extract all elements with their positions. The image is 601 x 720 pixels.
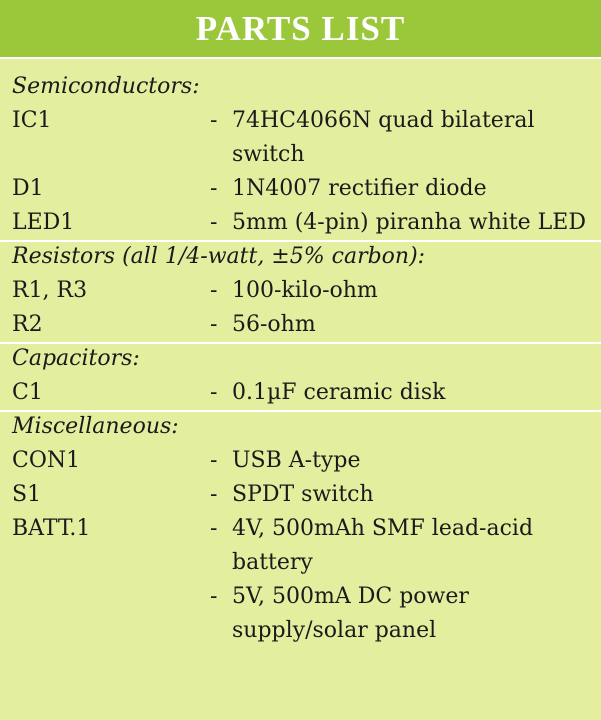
section-heading: Capacitors: [12,346,140,371]
dash-separator: - [210,380,218,405]
section-semiconductors [12,70,597,240]
list-item [12,444,597,478]
list-item [12,172,597,206]
section-heading: Semiconductors: [12,74,200,99]
part-description: USB A-type [232,448,361,473]
part-ref: S1 [12,482,42,507]
part-ref: D1 [12,176,44,201]
list-item [12,512,597,580]
part-description: 5V, 500mA DC power supply/solar panel [232,584,469,643]
section-resistors [12,240,597,342]
part-ref: R2 [12,312,43,337]
dash-separator: - [210,448,218,473]
part-description: SPDT switch [232,482,374,507]
part-description: 0.1µF ceramic disk [232,380,446,405]
part-ref: IC1 [12,108,52,133]
part-ref: BATT.1 [12,516,91,541]
list-item [12,206,597,240]
part-ref: C1 [12,380,43,405]
dash-separator: - [210,108,218,133]
part-description: 74HC4066N quad bilateral switch [232,108,535,167]
dash-separator: - [210,210,218,235]
list-item [12,376,597,410]
part-description: 4V, 500mAh SMF lead-acid battery [232,516,534,575]
title-divider [0,57,601,59]
list-item [12,580,597,648]
part-ref [12,580,210,648]
parts-list-body [12,70,597,648]
part-description: 5mm (4-pin) piranha white LED [232,210,586,235]
section-capacitors [12,342,597,410]
part-description: 1N4007 rectifier diode [232,176,487,201]
part-ref: R1, R3 [12,278,88,303]
section-heading: Miscellaneous: [12,414,179,439]
dash-separator: - [210,176,218,201]
dash-separator: - [210,516,218,541]
dash-separator: - [210,584,218,609]
section-miscellaneous [12,410,597,648]
part-description: 56-ohm [232,312,316,337]
list-item [12,308,597,342]
part-ref: CON1 [12,448,81,473]
dash-separator: - [210,278,218,303]
part-ref: LED1 [12,210,75,235]
list-item [12,478,597,512]
list-item [12,274,597,308]
part-description: 100-kilo-ohm [232,278,378,303]
section-heading: Resistors (all 1/4-watt, ±5% carbon): [12,244,426,269]
dash-separator: - [210,312,218,337]
list-item [12,104,597,172]
parts-list-title: PARTS LIST [0,0,601,57]
dash-separator: - [210,482,218,507]
